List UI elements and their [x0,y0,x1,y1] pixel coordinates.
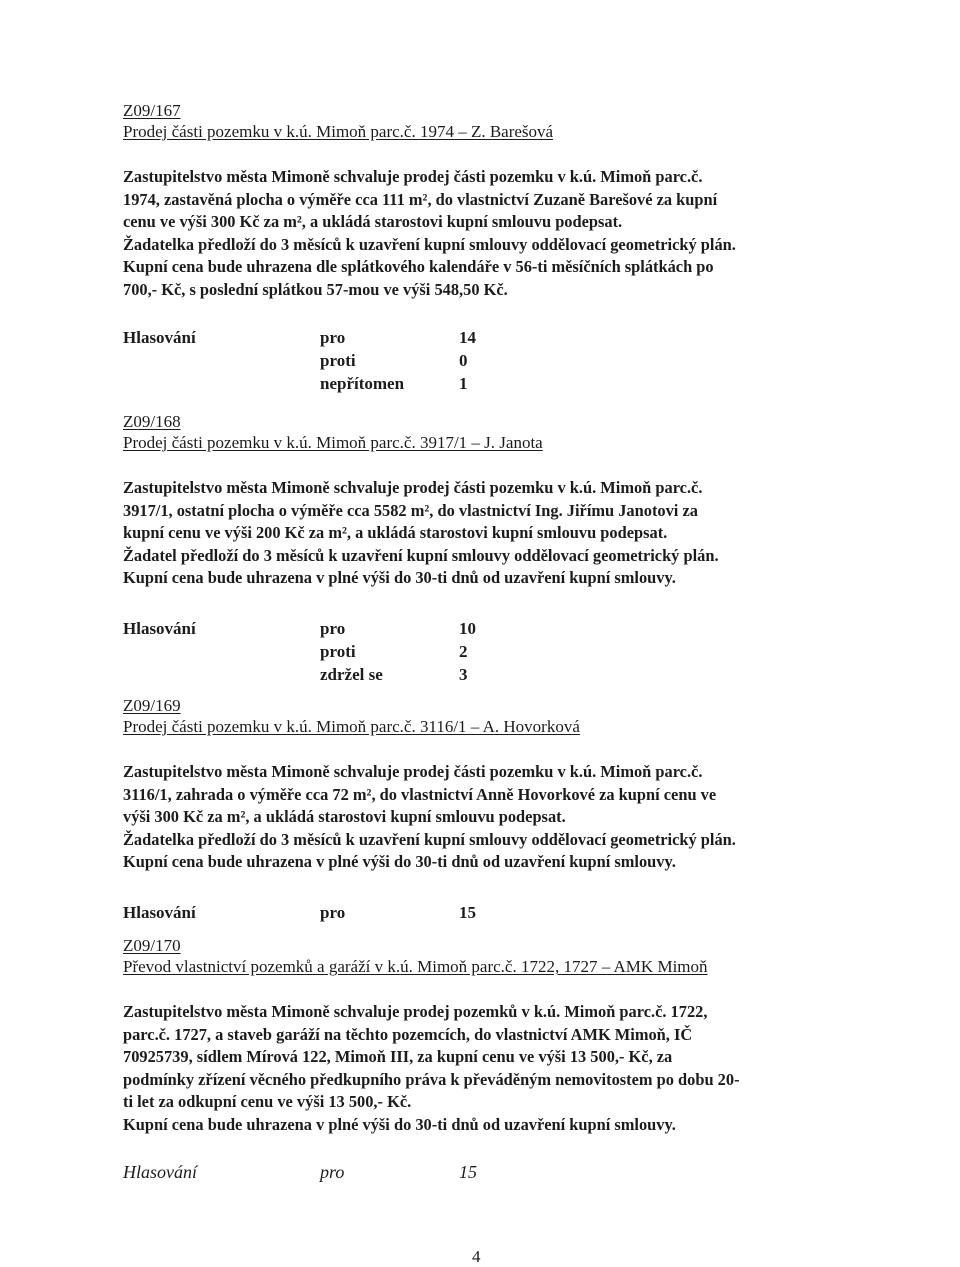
resolution-text [123,166,833,302]
resolution-code: Z09/169 [123,696,181,715]
resolution-line: Zastupitelstvo města Mimoně schvaluje prodej části pozemku v k.ú. Mimoň parc.č. [123,167,703,186]
resolution-line: výši 300 Kč za m², a ukládá starostovi kupní smlouvu podepsat. [123,807,566,827]
vote-block [123,617,833,686]
vote-value: 10 [459,618,476,638]
resolution-line: 700,- Kč, s poslední splátkou 57-mou ve výši 548,50 Kč. [123,279,508,299]
vote-key: pro [320,327,346,347]
resolution-section-z09-168 [123,411,833,686]
page-number: 4 [472,1247,481,1266]
resolution-line: 1974, zastavěná plocha o výměře cca 111 m², do vlastnictví Zuzaně Barešové za kupní [123,189,718,209]
vote-row [123,372,833,395]
resolution-line: Kupní cena bude uhrazena dle splátkového kalendáře v 56-ti měsíčních splátkách po [123,257,714,277]
resolution-code: Z09/167 [123,101,181,120]
resolution-text [123,1001,833,1137]
vote-key: proti [320,641,356,661]
vote-block [123,1161,833,1184]
resolution-line: Žadatelka předloží do 3 měsíců k uzavření kupní smlouvy oddělovací geometrický plán. [123,234,736,254]
vote-row [123,901,833,924]
resolution-text [123,761,833,874]
resolution-line: Zastupitelstvo města Mimoně schvaluje prodej pozemků v k.ú. Mimoň parc.č. 1722, [123,1002,708,1021]
resolution-line: Kupní cena bude uhrazena v plné výši do 30-ti dnů od uzavření kupní smlouvy. [123,568,676,588]
vote-row [123,617,833,640]
resolution-text [123,477,833,590]
resolution-line: Žadatelka předloží do 3 měsíců k uzavření kupní smlouvy oddělovací geometrický plán. [123,829,736,849]
resolution-section-z09-170 [123,935,833,1184]
resolution-line: Kupní cena bude uhrazena v plné výši do 30-ti dnů od uzavření kupní smlouvy. [123,852,676,872]
vote-block [123,326,833,395]
resolution-subject: Prodej části pozemku v k.ú. Mimoň parc.č. 3917/1 – J. Janota [123,433,543,452]
resolution-subject: Prodej části pozemku v k.ú. Mimoň parc.č. 1974 – Z. Barešová [123,122,554,141]
vote-value: 0 [459,350,468,370]
vote-key: proti [320,350,356,370]
resolution-line: 3116/1, zahrada o výměře cca 72 m², do vlastnictví Anně Hovorkové za kupní cenu ve [123,784,717,804]
vote-row [123,663,833,686]
vote-row [123,326,833,349]
resolution-code: Z09/170 [123,936,181,955]
resolution-line: cenu ve výši 300 Kč za m², a ukládá starostovi kupní smlouvu podepsat. [123,212,623,232]
vote-value: 1 [459,373,468,393]
resolution-line: kupní cenu ve výši 200 Kč za m², a ukládá starostovi kupní smlouvu podepsat. [123,523,668,543]
resolution-line: Žadatel předloží do 3 měsíců k uzavření kupní smlouvy oddělovací geometrický plán. [123,545,719,565]
vote-key: pro [320,1161,345,1182]
vote-key: pro [320,902,346,922]
resolution-section-z09-169 [123,695,833,924]
resolution-section-z09-167 [123,100,833,395]
resolution-line: Zastupitelstvo města Mimoně schvaluje prodej části pozemku v k.ú. Mimoň parc.č. [123,762,703,781]
vote-value: 3 [459,664,468,684]
vote-key: nepřítomen [320,373,405,393]
vote-row [123,1161,833,1184]
resolution-line: ti let za odkupní cenu ve výši 13 500,- Kč. [123,1092,412,1112]
vote-row [123,349,833,372]
vote-value: 15 [459,902,476,922]
resolution-line: Kupní cena bude uhrazena v plné výši do 30-ti dnů od uzavření kupní smlouvy. [123,1114,676,1134]
vote-label: Hlasování [123,1161,197,1182]
vote-label: Hlasování [123,902,196,922]
vote-value: 15 [459,1161,477,1182]
vote-label: Hlasování [123,327,196,347]
vote-key: pro [320,618,346,638]
vote-label: Hlasování [123,618,196,638]
resolution-code: Z09/168 [123,412,181,431]
vote-key: zdržel se [320,664,383,684]
vote-value: 14 [459,327,476,347]
vote-row [123,640,833,663]
resolution-line: podmínky zřízení věcného předkupního práva k převáděným nemovitostem po dobu 20- [123,1069,740,1089]
resolution-line: Zastupitelstvo města Mimoně schvaluje prodej části pozemku v k.ú. Mimoň parc.č. [123,478,703,497]
resolution-line: 70925739, sídlem Mírová 122, Mimoň III, za kupní cenu ve výši 13 500,- Kč, za [123,1047,673,1067]
resolution-subject: Převod vlastnictví pozemků a garáží v k.ú. Mimoň parc.č. 1722, 1727 – AMK Mimoň [123,957,708,976]
resolution-subject: Prodej části pozemku v k.ú. Mimoň parc.č. 3116/1 – A. Hovorková [123,717,580,736]
vote-value: 2 [459,641,468,661]
vote-block [123,901,833,924]
resolution-line: parc.č. 1727, a staveb garáží na těchto pozemcích, do vlastnictví AMK Mimoň, IČ [123,1024,693,1044]
resolution-line: 3917/1, ostatní plocha o výměře cca 5582 m², do vlastnictví Ing. Jiřímu Janotovi za [123,500,698,520]
